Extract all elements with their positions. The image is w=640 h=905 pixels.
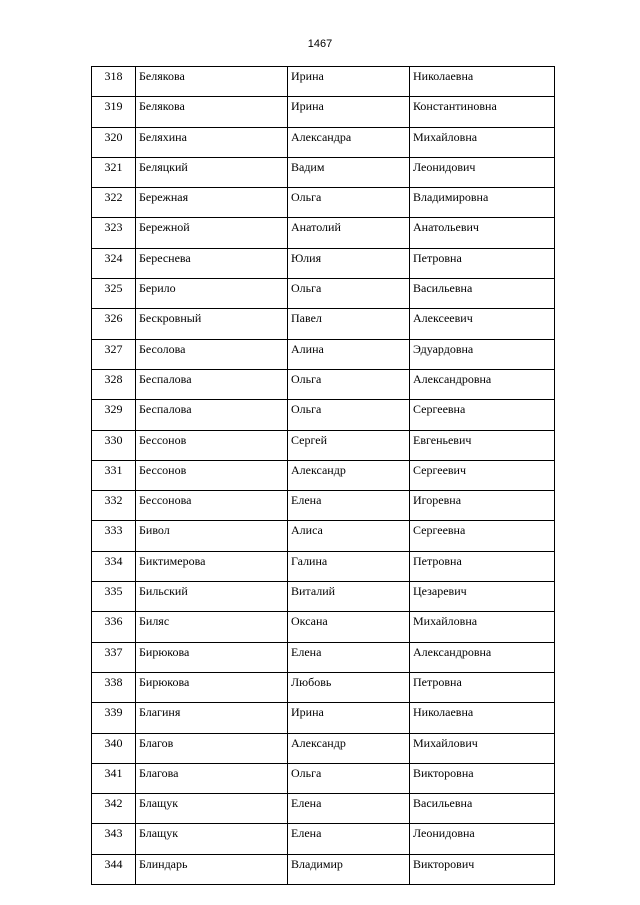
table-row: [92, 582, 555, 612]
row-number: 340: [92, 733, 136, 763]
first-name: Елена: [288, 642, 410, 672]
table-row: [92, 97, 555, 127]
patronymic: Константиновна: [410, 97, 555, 127]
table-row: [92, 339, 555, 369]
first-name: Елена: [288, 794, 410, 824]
table-row: [92, 491, 555, 521]
row-number: 344: [92, 854, 136, 884]
first-name: Алина: [288, 339, 410, 369]
row-number: 321: [92, 157, 136, 187]
patronymic: Николаевна: [410, 703, 555, 733]
row-number: 334: [92, 551, 136, 581]
patronymic: Петровна: [410, 672, 555, 702]
first-name: Ольга: [288, 279, 410, 309]
patronymic: Сергеевна: [410, 521, 555, 551]
first-name: Александр: [288, 460, 410, 490]
patronymic: Алексеевич: [410, 309, 555, 339]
last-name: Блиндарь: [136, 854, 288, 884]
table-row: [92, 854, 555, 884]
last-name: Берило: [136, 279, 288, 309]
first-name: Ольга: [288, 369, 410, 399]
first-name: Любовь: [288, 672, 410, 702]
row-number: 331: [92, 460, 136, 490]
roster-table: [91, 66, 555, 885]
patronymic: Сергеевич: [410, 460, 555, 490]
last-name: Беспалова: [136, 400, 288, 430]
row-number: 332: [92, 491, 136, 521]
patronymic: Викторович: [410, 854, 555, 884]
row-number: 323: [92, 218, 136, 248]
patronymic: Васильевна: [410, 279, 555, 309]
patronymic: Викторовна: [410, 763, 555, 793]
row-number: 320: [92, 127, 136, 157]
table-row: [92, 369, 555, 399]
patronymic: Михайлович: [410, 733, 555, 763]
first-name: Галина: [288, 551, 410, 581]
first-name: Александра: [288, 127, 410, 157]
last-name: Бессонов: [136, 460, 288, 490]
patronymic: Петровна: [410, 248, 555, 278]
table-row: [92, 400, 555, 430]
table-row: [92, 642, 555, 672]
row-number: 342: [92, 794, 136, 824]
table-row: [92, 612, 555, 642]
first-name: Анатолий: [288, 218, 410, 248]
patronymic: Евгеньевич: [410, 430, 555, 460]
table-row: [92, 703, 555, 733]
table-row: [92, 551, 555, 581]
patronymic: Анатольевич: [410, 218, 555, 248]
last-name: Бивол: [136, 521, 288, 551]
first-name: Ирина: [288, 67, 410, 97]
last-name: Бесолова: [136, 339, 288, 369]
first-name: Ольга: [288, 763, 410, 793]
patronymic: Николаевна: [410, 67, 555, 97]
last-name: Белякова: [136, 97, 288, 127]
first-name: Павел: [288, 309, 410, 339]
last-name: Береснева: [136, 248, 288, 278]
first-name: Ольга: [288, 400, 410, 430]
row-number: 318: [92, 67, 136, 97]
last-name: Беспалова: [136, 369, 288, 399]
last-name: Бескровный: [136, 309, 288, 339]
first-name: Вадим: [288, 157, 410, 187]
first-name: Виталий: [288, 582, 410, 612]
first-name: Ольга: [288, 188, 410, 218]
first-name: Владимир: [288, 854, 410, 884]
roster-body: [92, 67, 555, 885]
last-name: Бережной: [136, 218, 288, 248]
last-name: Благов: [136, 733, 288, 763]
page-number: 1467: [307, 38, 333, 50]
first-name: Александр: [288, 733, 410, 763]
patronymic: Леонидовна: [410, 824, 555, 854]
row-number: 325: [92, 279, 136, 309]
row-number: 333: [92, 521, 136, 551]
row-number: 330: [92, 430, 136, 460]
table-row: [92, 430, 555, 460]
last-name: Бережная: [136, 188, 288, 218]
patronymic: Васильевна: [410, 794, 555, 824]
patronymic: Александровна: [410, 642, 555, 672]
table-row: [92, 157, 555, 187]
row-number: 328: [92, 369, 136, 399]
table-row: [92, 733, 555, 763]
last-name: Бильский: [136, 582, 288, 612]
last-name: Белякова: [136, 67, 288, 97]
table-row: [92, 824, 555, 854]
table-row: [92, 218, 555, 248]
patronymic: Владимировна: [410, 188, 555, 218]
patronymic: Цезаревич: [410, 582, 555, 612]
patronymic: Александровна: [410, 369, 555, 399]
table-row: [92, 248, 555, 278]
table-row: [92, 794, 555, 824]
last-name: Бессонов: [136, 430, 288, 460]
row-number: 319: [92, 97, 136, 127]
table-row: [92, 279, 555, 309]
row-number: 341: [92, 763, 136, 793]
last-name: Биктимерова: [136, 551, 288, 581]
last-name: Биляс: [136, 612, 288, 642]
first-name: Оксана: [288, 612, 410, 642]
patronymic: Леонидович: [410, 157, 555, 187]
last-name: Блащук: [136, 794, 288, 824]
first-name: Юлия: [288, 248, 410, 278]
table-row: [92, 672, 555, 702]
table-row: [92, 67, 555, 97]
patronymic: Петровна: [410, 551, 555, 581]
first-name: Ирина: [288, 703, 410, 733]
last-name: Благиня: [136, 703, 288, 733]
last-name: Бессонова: [136, 491, 288, 521]
patronymic: Михайловна: [410, 612, 555, 642]
table-row: [92, 188, 555, 218]
patronymic: Сергеевна: [410, 400, 555, 430]
first-name: Алиса: [288, 521, 410, 551]
row-number: 327: [92, 339, 136, 369]
row-number: 335: [92, 582, 136, 612]
first-name: Елена: [288, 824, 410, 854]
first-name: Сергей: [288, 430, 410, 460]
row-number: 326: [92, 309, 136, 339]
last-name: Благова: [136, 763, 288, 793]
last-name: Бирюкова: [136, 642, 288, 672]
last-name: Бирюкова: [136, 672, 288, 702]
patronymic: Михайловна: [410, 127, 555, 157]
last-name: Беляхина: [136, 127, 288, 157]
table-row: [92, 309, 555, 339]
row-number: 343: [92, 824, 136, 854]
last-name: Беляцкий: [136, 157, 288, 187]
first-name: Елена: [288, 491, 410, 521]
row-number: 322: [92, 188, 136, 218]
row-number: 337: [92, 642, 136, 672]
table-row: [92, 763, 555, 793]
patronymic: Эдуардовна: [410, 339, 555, 369]
table-row: [92, 127, 555, 157]
row-number: 338: [92, 672, 136, 702]
table-row: [92, 521, 555, 551]
last-name: Блащук: [136, 824, 288, 854]
row-number: 324: [92, 248, 136, 278]
table-row: [92, 460, 555, 490]
row-number: 339: [92, 703, 136, 733]
row-number: 336: [92, 612, 136, 642]
patronymic: Игоревна: [410, 491, 555, 521]
row-number: 329: [92, 400, 136, 430]
first-name: Ирина: [288, 97, 410, 127]
